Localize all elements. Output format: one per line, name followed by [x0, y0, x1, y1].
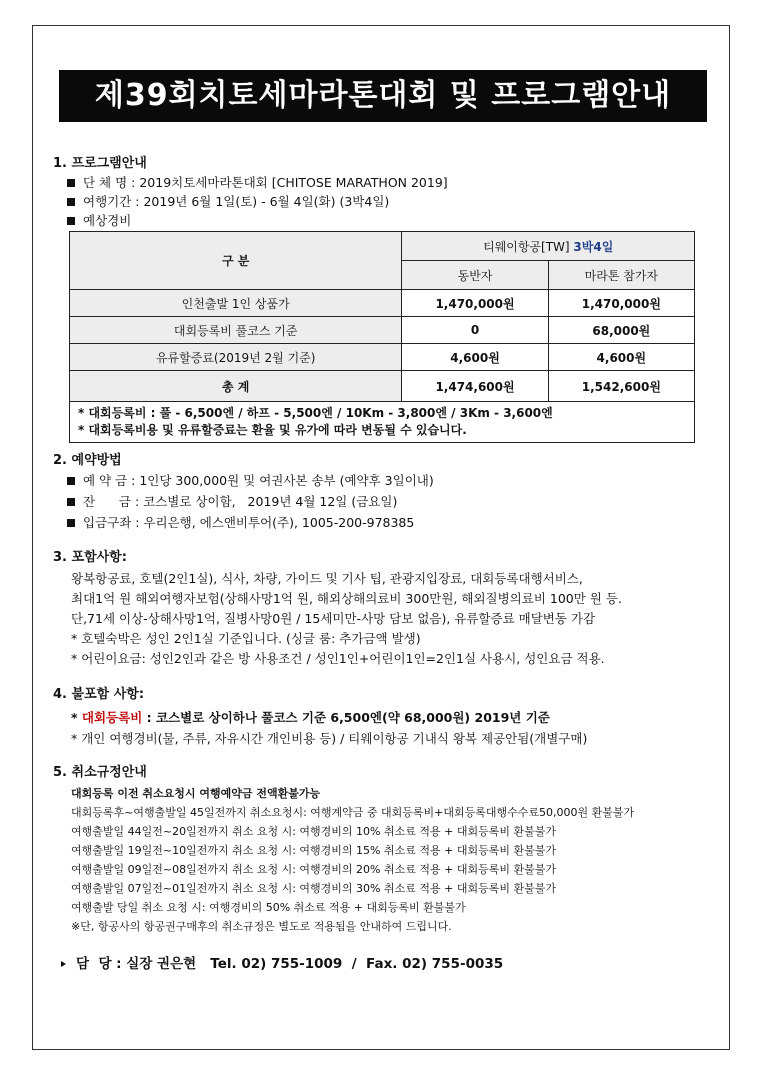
section-title-program: 1. 프로그램안내 — [53, 156, 147, 171]
cancel-line: 여행출발일 44일전~20일전까지 취소 요청 시: 여행경비의 10% 취소료 적용 + 대회등록비 환불불가 — [71, 825, 556, 838]
deposit-text: 예 약 금 : 1인당 300,000원 및 여권사본 송부 (예약후 3일이내) — [83, 473, 434, 488]
cancel-line: 여행출발일 19일전~10일전까지 취소 요청 시: 여행경비의 15% 취소료 적용 + 대회등록비 환불불가 — [71, 844, 556, 857]
section-program — [53, 154, 448, 230]
cancel-line: ※단, 항공사의 항공권구매후의 취소규정은 별도로 적용됨을 안내하여 드립니다. — [71, 920, 452, 933]
contact-info — [61, 952, 503, 972]
balance-text: 잔 금 : 코스별로 상이함, 2019년 4월 12일 (금요일) — [83, 494, 398, 509]
section-excluded — [53, 685, 587, 749]
square-bullet-icon — [67, 477, 75, 485]
section-title-excluded: 4. 불포함 사항: — [53, 687, 145, 702]
col-header-airline — [402, 232, 695, 261]
row-value-runner: 68,000원 — [548, 317, 694, 344]
deposit-row — [53, 470, 434, 491]
table-row — [70, 290, 695, 317]
airline-name: 티웨이항공[TW] — [483, 239, 570, 254]
excluded-rest: : 코스별로 상이하나 풀코스 기준 6,500엔(약 68,000원) 2019년 기준 — [142, 710, 550, 725]
travel-period-text: 여행기간 : 2019년 6월 1일(토) - 6월 4일(화) (3박4일) — [83, 194, 390, 209]
expected-cost-row — [53, 211, 448, 230]
row-value-runner: 1,470,000원 — [548, 290, 694, 317]
col-header-runner: 마라톤 참가자 — [548, 261, 694, 290]
account-row — [53, 512, 434, 533]
cancel-line: 대회등록후~여행출발일 45일전까지 취소요청시: 여행계약금 중 대회등록비+대회등록대행수수료50,000원 환불불가 — [71, 806, 635, 819]
table-total-row — [70, 371, 695, 402]
excluded-line-registration — [53, 707, 587, 728]
cancel-line: 여행출발 당일 취소 요청 시: 여행경비의 50% 취소료 적용 + 대회등록비 환불불가 — [71, 901, 466, 914]
total-value-runner: 1,542,600원 — [548, 371, 694, 402]
airline-nights: 3박4일 — [573, 239, 614, 254]
included-line: 최대1억 원 해외여행자보험(상해사망1억 원, 해외상해의료비 300만원, 해외질병의료비 100만 원 등. — [71, 591, 622, 606]
row-value-companion: 1,470,000원 — [402, 290, 548, 317]
row-value-companion: 4,600원 — [402, 344, 548, 371]
group-name-row — [53, 173, 448, 192]
section-cancellation — [53, 763, 634, 936]
excluded-line: * 개인 여행경비(물, 주류, 자유시간 개인비용 등) / 티웨이항공 기내식 왕복 제공안됨(개별구매) — [71, 731, 588, 746]
excluded-prefix: * — [71, 710, 82, 725]
note-exchange-rate: * 대회등록비용 및 유류할증료는 환율 및 유가에 따라 변동될 수 있습니다. — [78, 423, 467, 437]
section-included — [53, 548, 622, 669]
included-line: 단,71세 이상-상해사망1억, 질병사망0원 / 15세미만-사망 담보 없음), 유류할증료 매달변동 가감 — [71, 611, 596, 626]
document-page — [32, 25, 730, 1050]
note-registration-fee: * 대회등록비 : 풀 - 6,500엔 / 하프 - 5,500엔 / 10Km - 3,800엔 / 3Km - 3,600엔 — [78, 406, 553, 420]
row-value-runner: 4,600원 — [548, 344, 694, 371]
section-title-cancellation: 5. 취소규정안내 — [53, 765, 147, 780]
table-note-row — [70, 402, 695, 443]
cancel-line: 대회등록 이전 취소요청시 여행예약금 전액환불가능 — [71, 787, 321, 800]
square-bullet-icon — [67, 198, 75, 206]
square-bullet-icon — [67, 179, 75, 187]
row-value-companion: 0 — [402, 317, 548, 344]
cancel-line: 여행출발일 07일전~01일전까지 취소 요청 시: 여행경비의 30% 취소료 적용 + 대회등록비 환불불가 — [71, 882, 556, 895]
section-title-reservation: 2. 예약방법 — [53, 453, 122, 468]
table-header-row — [70, 232, 695, 261]
table-row — [70, 344, 695, 371]
contact-text: 담 당 : 실장 권은현 Tel. 02) 755-1009 / Fax. 02) 755-0035 — [76, 956, 504, 972]
row-label: 인천출발 1인 상품가 — [70, 290, 402, 317]
included-line: * 어린이요금: 성인2인과 같은 방 사용조건 / 성인1인+어린이1인=2인1실 사용시, 성인요금 적용. — [71, 651, 605, 666]
travel-period-row — [53, 192, 448, 211]
triangle-bullet-icon — [61, 961, 66, 967]
total-value-companion: 1,474,600원 — [402, 371, 548, 402]
table-notes — [70, 402, 695, 443]
cancel-line: 여행출발일 09일전~08일전까지 취소 요청 시: 여행경비의 20% 취소료 적용 + 대회등록비 환불불가 — [71, 863, 556, 876]
square-bullet-icon — [67, 498, 75, 506]
col-header-category: 구 분 — [70, 232, 402, 290]
square-bullet-icon — [67, 217, 75, 225]
col-header-companion: 동반자 — [402, 261, 548, 290]
included-line: 왕복항공료, 호텔(2인1실), 식사, 차량, 가이드 및 기사 팁, 관광지입장료, 대회등록대행서비스, — [71, 571, 583, 586]
total-label: 총 계 — [70, 371, 402, 402]
section-reservation — [53, 451, 434, 533]
balance-row — [53, 491, 434, 512]
page-title: 제39회치토세마라톤대회 및 프로그램안내 — [59, 70, 707, 122]
account-text: 입금구좌 : 우리은행, 에스앤비투어(주), 1005-200-978385 — [83, 515, 415, 530]
section-title-included: 3. 포함사항: — [53, 550, 127, 565]
square-bullet-icon — [67, 519, 75, 527]
row-label: 대회등록비 풀코스 기준 — [70, 317, 402, 344]
group-name-text: 단 체 명 : 2019치토세마라톤대회 [CHITOSE MARATHON 2019] — [83, 175, 448, 190]
excluded-highlight: 대회등록비 — [81, 710, 143, 725]
included-line: * 호텔숙박은 성인 2인1실 기준입니다. (싱글 룸: 추가금액 발생) — [71, 631, 421, 646]
table-row — [70, 317, 695, 344]
cost-table — [69, 231, 695, 443]
row-label: 유류할증료(2019년 2월 기준) — [70, 344, 402, 371]
expected-cost-text: 예상경비 — [83, 213, 132, 228]
